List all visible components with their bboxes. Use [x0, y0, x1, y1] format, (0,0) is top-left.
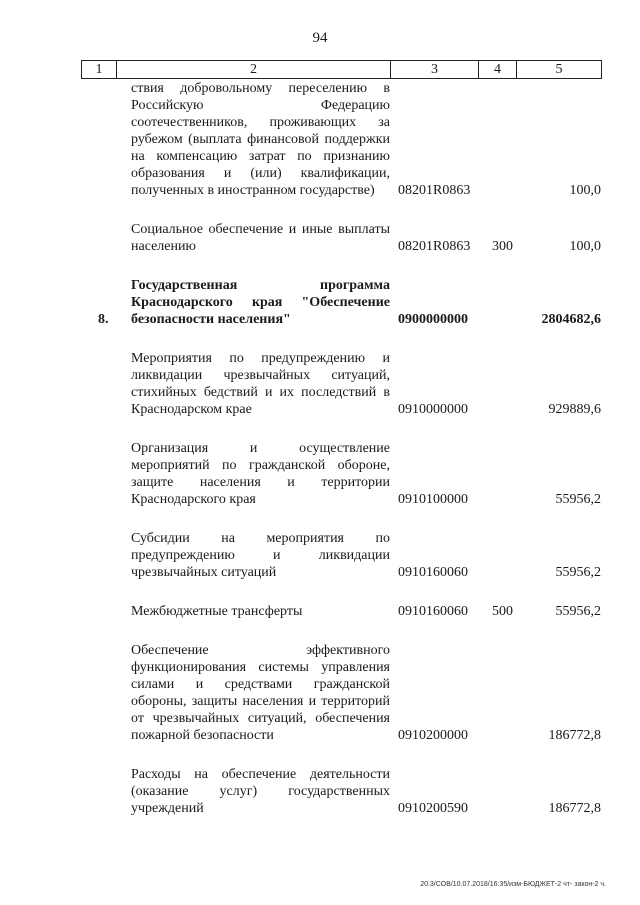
row-amount: 55956,2	[555, 604, 601, 619]
row-code: 08201R0863	[398, 239, 471, 254]
row-number: 8.	[98, 312, 109, 327]
budget-row	[0, 440, 640, 508]
row-code: 08201R0863	[398, 183, 471, 198]
header-col-3: 3	[391, 61, 479, 79]
row-description: Обеспечение эффективного функционирования системы управления силами и средствами гражданской обороны, защиты населения и территорий от чрезвычайных ситуаций, обеспечения пожарной безопасности	[131, 643, 390, 743]
budget-row-program	[0, 277, 640, 328]
row-description: Организация и осуществление мероприятий по гражданской обороне, защите населения и территории Краснодарского края	[131, 441, 390, 507]
row-expense-type: 500	[492, 604, 513, 619]
budget-row	[0, 350, 640, 418]
budget-rows	[0, 80, 640, 839]
budget-row	[0, 221, 640, 255]
row-expense-type: 300	[492, 239, 513, 254]
row-code: 0910200000	[398, 728, 468, 743]
row-description: Мероприятия по предупреждению и ликвидации чрезвычайных ситуаций, стихийных бедствий и их последствий в Краснодарском крае	[131, 351, 390, 417]
row-description: ствия добровольному переселению в Российскую Федерацию соотечественников, проживающих за рубежом (выплата финансовой поддержки на компенсацию затрат по признанию образования и (или) квалификации, полученных в иностранном государстве)	[131, 81, 390, 198]
row-amount: 100,0	[569, 239, 601, 254]
row-description: Государственная программа Краснодарского края "Обеспечение безопасности населения"	[131, 278, 390, 327]
row-amount: 2804682,6	[541, 312, 601, 327]
footer-stamp: 20.3/СОВ/10.07.2018/16:35/изм-БЮДЖЕТ-2 чт- закон-2 ч.	[420, 881, 606, 888]
header-col-2: 2	[117, 61, 391, 79]
row-code: 0910200590	[398, 801, 468, 816]
page-number: 94	[312, 30, 328, 46]
row-description: Субсидии на мероприятия по предупреждению и ликвидации чрезвычайных ситуаций	[131, 531, 390, 580]
row-description: Межбюджетные трансферты	[131, 604, 303, 619]
column-header-table	[81, 60, 602, 79]
row-code: 0910000000	[398, 402, 468, 417]
row-amount: 55956,2	[555, 492, 601, 507]
row-amount: 186772,8	[548, 728, 601, 743]
row-amount: 100,0	[569, 183, 601, 198]
budget-row	[0, 766, 640, 817]
header-col-5: 5	[517, 61, 602, 79]
row-amount: 55956,2	[555, 565, 601, 580]
row-code: 0900000000	[398, 312, 468, 327]
row-amount: 186772,8	[548, 801, 601, 816]
budget-row	[0, 603, 640, 620]
row-amount: 929889,6	[548, 402, 601, 417]
budget-row	[0, 80, 640, 199]
header-col-4: 4	[479, 61, 517, 79]
row-code: 0910160060	[398, 604, 468, 619]
budget-row	[0, 642, 640, 744]
row-description: Расходы на обеспечение деятельности (оказание услуг) государственных учреждений	[131, 767, 390, 816]
header-col-1: 1	[82, 61, 117, 79]
row-code: 0910160060	[398, 565, 468, 580]
row-code: 0910100000	[398, 492, 468, 507]
budget-row	[0, 530, 640, 581]
row-description: Социальное обеспечение и иные выплаты населению	[131, 222, 390, 254]
